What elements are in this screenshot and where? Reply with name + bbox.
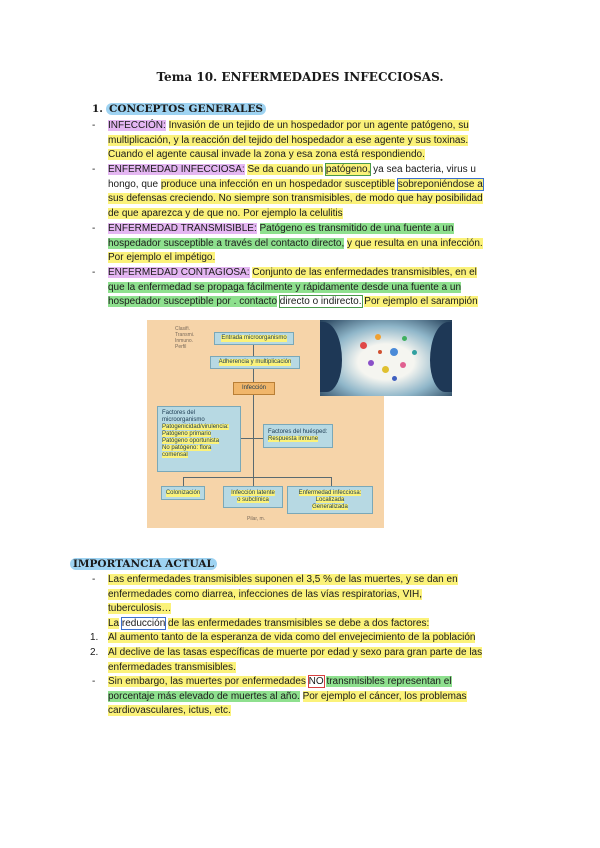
section-number: 1.	[92, 103, 103, 115]
germ-icon	[402, 336, 407, 341]
box-enfermedad-infecciosa: Enfermedad infecciosa: Localizada Generalizada	[287, 486, 373, 514]
diagram-footnote: Pilar, m.	[247, 516, 266, 522]
bullet-dash: -	[92, 223, 96, 234]
germ-icon	[360, 342, 367, 349]
bullet-dash: -	[92, 120, 96, 131]
germ-icon	[400, 362, 406, 368]
arrow-line	[253, 369, 254, 382]
arrow-line	[253, 345, 254, 356]
branch-line	[183, 477, 184, 486]
germ-icon	[368, 360, 374, 366]
box-adherencia: Adherencia y multiplicación	[210, 356, 300, 369]
definition-infeccion: INFECCIÓN: Invasión de un tejido de un hospedador por un agente patógeno, su multiplicación, y la reacción del tejido del hospedador a ese agente y sus toxinas. Cuando el agente causal invade la zona y esa zona está respondiendo.	[108, 120, 469, 161]
germ-icon	[375, 334, 381, 340]
face-silhouette-right	[430, 322, 452, 392]
section-heading: CONCEPTOS GENERALES	[106, 103, 266, 115]
germ-icon	[392, 376, 397, 381]
box-factores-huesped: Factores del huésped: Respuesta inmune	[263, 424, 333, 448]
definition-enfermedad-infecciosa: ENFERMEDAD INFECCIOSA: Se da cuando un patógeno, ya sea bacteria, virus u hongo, que produce una infección en un hospedador susceptible sobreponiéndose a sus defensas creciendo. No siempre son transmisibles, de modo que hay posibilidad de que aparezca y de que no. Por ejemplo la celulitis	[108, 164, 483, 219]
face-silhouette-left	[320, 322, 342, 392]
section-heading-importancia: IMPORTANCIA ACTUAL	[70, 558, 217, 570]
germ-icon	[390, 348, 398, 356]
branch-line	[331, 477, 332, 486]
box-entrada: Entrada microorganismo	[214, 332, 294, 345]
bullet-dash: -	[92, 574, 96, 585]
bullet-dash: -	[92, 676, 96, 687]
box-colonizacion: Colonización	[161, 486, 205, 500]
definition-enfermedad-contagiosa: ENFERMEDAD CONTAGIOSA: Conjunto de las enfermedades transmisibles, en el que la enfermedad se propaga fácilmente y rápidamente desde una fuente a un hospedador susceptible por . contacto directo o indirecto. Por ejemplo el sarampión	[108, 267, 478, 308]
germ-icon	[378, 350, 382, 354]
paragraph-no-transmisibles: Sin embargo, las muertes por enfermedades NO transmisibles representan el porcentaje más elevado de muertes al año. Por ejemplo el cáncer, los problemas cardiovasculares, ictus, etc.	[108, 676, 467, 717]
definition-enfermedad-transmisible: ENFERMEDAD TRANSMISIBLE: Patógeno es transmitido de una fuente a un hospedador susceptible a través del contacto directo, y que resulta en una infección. Por ejemplo el impétigo.	[108, 223, 483, 264]
branch-line	[253, 477, 254, 486]
connector-line	[253, 438, 263, 439]
factor-2: Al declive de las tasas específicas de muerte por edad y sexo para gran parte de las enfermedades transmisibles.	[108, 647, 483, 673]
bullet-dash: -	[92, 267, 96, 278]
list-number: 2.	[90, 647, 99, 658]
connector-line	[241, 438, 253, 439]
arrow-line	[253, 395, 254, 477]
microorganisms-illustration	[320, 320, 452, 396]
list-number: 1.	[90, 632, 99, 643]
paragraph-transmisibles: Las enfermedades transmisibles suponen el 3,5 % de las muertes, y se dan en enfermedades como diarrea, infecciones de las vías respiratorias, VIH, tuberculosis…	[108, 574, 458, 615]
bullet-dash: -	[92, 164, 96, 175]
box-infeccion-latente: Infección latente o subclínica	[223, 486, 283, 508]
germ-icon	[382, 366, 389, 373]
factor-1: Al aumento tanto de la esperanza de vida como del envejecimiento de la población	[108, 632, 476, 643]
box-infeccion: Infección	[233, 382, 275, 395]
diagram-side-notes: Clasifi. Transmi. Inmuno. Perfil	[175, 326, 195, 350]
page-title: Tema 10. ENFERMEDADES INFECCIOSAS.	[156, 70, 444, 84]
paragraph-reduccion: La reducción de las enfermedades transmisibles se debe a dos factores:	[108, 618, 430, 629]
box-factores-microorganismo: Factores del microorganismo Patogenicidad/virulencia: Patógeno primario Patógeno oportunista No patógeno: flora comensal	[157, 406, 241, 472]
germ-icon	[412, 350, 417, 355]
branch-line	[183, 477, 331, 478]
